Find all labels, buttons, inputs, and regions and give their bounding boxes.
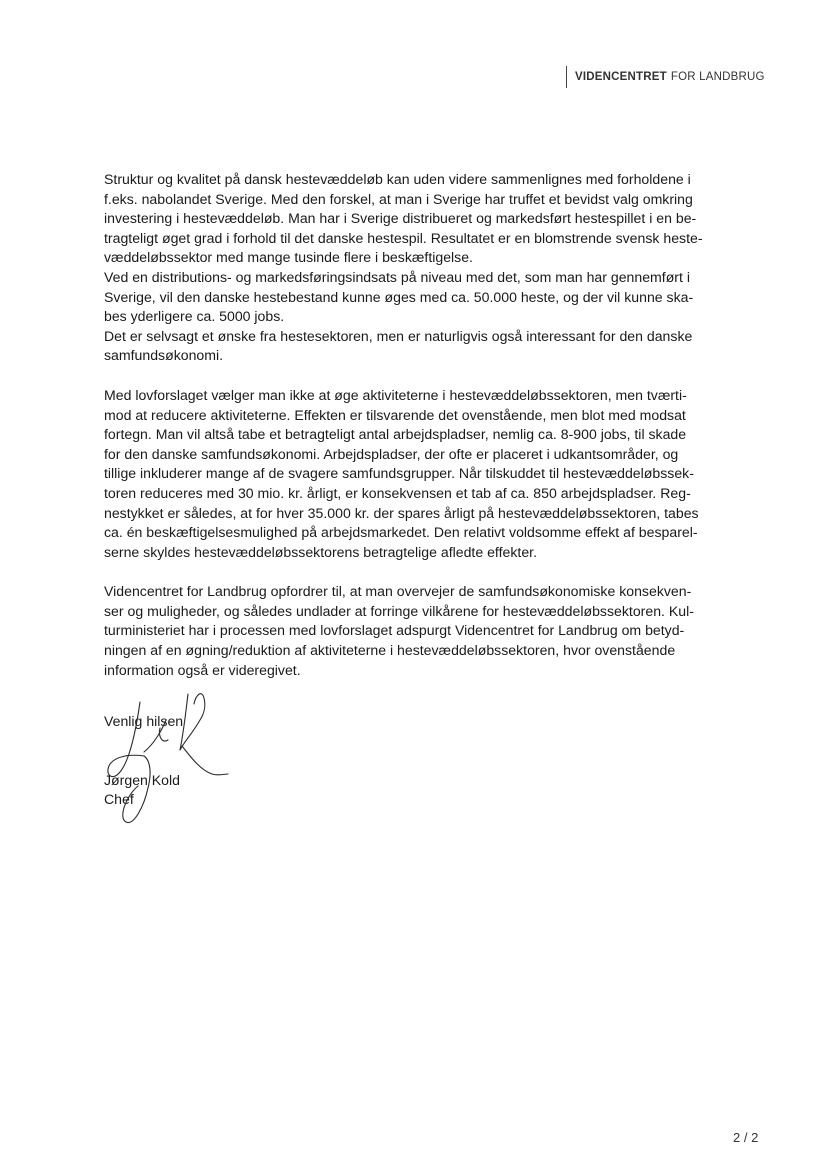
- body-line: toren reduceres med 30 mio. kr. årligt, er konsekvensen et tab af ca. 850 arbejdspladser. Reg-: [104, 484, 691, 501]
- letterhead: [566, 66, 765, 88]
- body-line: for den danske samfundsøkonomi. Arbejdspladser, der ofte er placeret i udkantsområder, og: [104, 445, 679, 462]
- letter-body: [104, 170, 754, 680]
- body-line: tragteligt øget grad i forhold til det danske hestespil. Resultatet er en blomstrende svensk heste-: [104, 229, 703, 246]
- paragraph-spacer: [104, 366, 754, 386]
- paragraph-2: [104, 386, 754, 562]
- body-line: investering i hestevæddeløb. Man har i Sverige distribueret og markedsført hestespillet i en be-: [104, 210, 697, 227]
- body-line: Struktur og kvalitet på dansk hestevæddeløb kan uden videre sammenlignes med forholdene i: [104, 171, 691, 187]
- body-line: serne skyldes hestevæddeløbssektorens betragtelige afledte effekter.: [104, 543, 537, 560]
- paragraph-3: [104, 582, 754, 680]
- body-line: mod at reducere aktiviteterne. Effekten er tilsvarende det ovenstående, men blot med modsat: [104, 406, 686, 423]
- body-line: fortegn. Man vil altså tabe et betragteligt antal arbejdspladser, nemlig ca. 8-900 jobs, til skade: [104, 426, 687, 443]
- letterhead-divider: [566, 66, 567, 88]
- paragraph-spacer: [104, 562, 754, 582]
- signer-title: Chef: [104, 791, 134, 807]
- body-line: f.eks. nabolandet Sverige. Med den forskel, at man i Sverige har truffet et bevidst valg omkring: [104, 190, 693, 207]
- body-line: tillige inkluderer mange af de svagere samfundsgrupper. Når tilskuddet til hestevæddeløbssek-: [104, 465, 694, 482]
- body-line: information også er videregivet.: [104, 661, 301, 678]
- body-line: Med lovforslaget vælger man ikke at øge aktiviteterne i hestevæddeløbssektoren, men tværti-: [104, 386, 687, 403]
- body-line: Videncentret for Landbrug opfordrer til, at man overvejer de samfundsøkonomiske konsekven-: [104, 583, 692, 600]
- body-line: nestykket er således, at for hver 35.000 kr. der spares årligt på hestevæddeløbssektoren, tabes: [104, 504, 699, 521]
- signer-name: Jørgen Kold: [104, 772, 180, 788]
- body-line: Ved en distributions- og markedsføringsindsats på niveau med det, som man har gennemført i: [104, 268, 690, 285]
- closing-greeting: Venlig hilsen: [104, 713, 184, 729]
- paragraph-1: [104, 170, 754, 366]
- page-number: 2 / 2: [733, 1130, 759, 1145]
- body-line: ca. én beskæftigelsesmulighed på arbejdsmarkedet. Den relativt voldsomme effekt af besparel-: [104, 524, 698, 541]
- body-line: turministeriet har i processen med lovforslaget adspurgt Videncentret for Landbrug om betyd-: [104, 622, 685, 639]
- body-line: ser og muligheder, og således undlader at forringe vilkårene for hestevæddeløbssektoren. Kul-: [104, 602, 694, 619]
- body-line: væddeløbssektor med mange tusinde flere i beskæftigelse.: [104, 249, 473, 266]
- body-line: samfundsøkonomi.: [104, 347, 224, 364]
- handwritten-signature: [100, 690, 230, 830]
- body-line: bes yderligere ca. 5000 jobs.: [104, 308, 285, 325]
- letterhead-brand: VIDENCENTRET: [575, 71, 667, 83]
- letterhead-brand-suffix: FOR LANDBRUG: [670, 71, 765, 83]
- body-line: Sverige, vil den danske hestebestand kunne øges med ca. 50.000 heste, og der vil kunne ska-: [104, 288, 694, 305]
- body-line: ningen af en øgning/reduktion af aktiviteterne i hestevæddeløbssektoren, hvor ovenstående: [104, 642, 676, 659]
- body-line: Det er selvsagt et ønske fra hestesektoren, men er naturligvis også interessant for den danske: [104, 327, 693, 344]
